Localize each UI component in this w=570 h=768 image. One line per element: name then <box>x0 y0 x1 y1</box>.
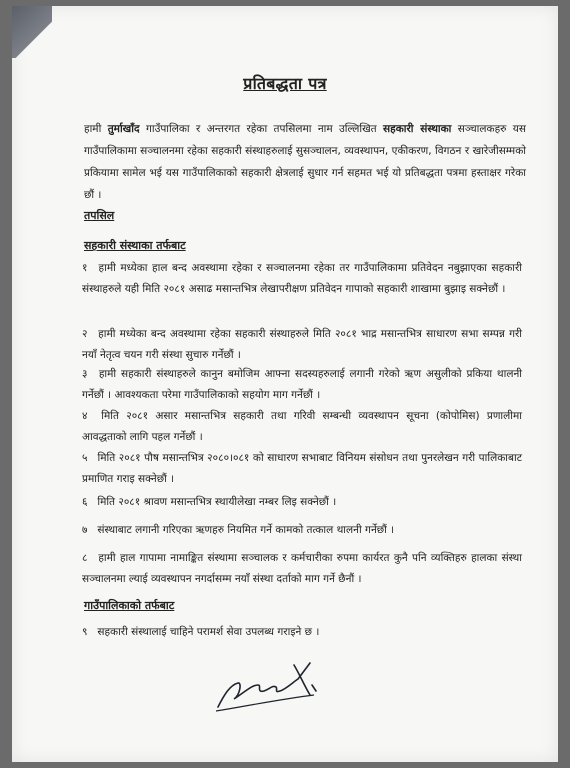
list-item <box>82 492 522 513</box>
item-number: ८ <box>82 552 88 564</box>
item-text: मिति २०८१ श्रावण मसान्तभित्र स्थायीलेखा नम्बर लिइ सक्नेछौं । <box>97 496 337 508</box>
signature-underline <box>216 695 314 711</box>
item-number: २ <box>82 328 88 340</box>
item-text: हामी मध्येका हाल बन्द अवस्थामा रहेका र सञ्चालनमा रहेका तर गाउँपालिकामा प्रतिवेदन नबुझाएका सहकारी संस्थाहरुले यही मिति २०८१ असाढ मसान्तभित्र लेखापरीक्षण प्रतिवेदन गापाको सहकारी शाखामा बुझाइ सक्नेछौं । <box>82 262 522 295</box>
item-number: ४ <box>82 410 88 422</box>
list-item <box>82 258 522 300</box>
section-detail-heading: तपसिल <box>84 209 115 222</box>
signature <box>212 655 322 715</box>
intro-paragraph <box>84 118 526 206</box>
item-number: ७ <box>82 524 88 536</box>
intro-text-rest: सञ्चालकहरु यस गाउँपालिकामा सञ्चालनमा रहेका सहकारी संस्थाहरुलाई सुसञ्चालन, व्यवस्थापन, एकीकरण, विगठन र खारेजीसम्मको प्रकियामा सामेल भई यस गाउँपालिकाको सहकारी क्षेत्रलाई सुधार गर्न सहमत भई यो प्रतिबद्धता पत्रमा हस्ताक्षर गरेका छौं । <box>84 123 526 201</box>
item-text: हामी हाल गापामा नामाङ्कित संस्थामा सञ्चालक र कर्मचारीका रुपमा कार्यरत कुनै पनि व्यक्तिहरु हालका संस्था सञ्चालनमा ल्याई व्यवस्थापन नगर्दासम्म नयाँ संस्था दर्ताको माग गर्ने छैनौं । <box>82 552 522 585</box>
item-text: मिति २०८१ पौष मसान्तभित्र २०८०।०८१ को साधारण सभाबाट विनियम संसोधन तथा पुनरलेखन गरी पालिकाबाट प्रमाणित गराइ सक्नेछौं । <box>82 452 522 485</box>
document-title: प्रतिबद्धता पत्र <box>243 74 327 93</box>
item-text: हामी मध्येका बन्द अवस्थामा रहेका सहकारी संस्थाहरुले मिति २०८१ भाद्र मसान्तभित्र साधारण सभा सम्पन्न गरी नयाँ नेतृत्व चयन गरी संस्था सुचारु गर्नेछौं । <box>82 328 522 361</box>
item-text: सहकारी संस्थालाई चाहिने परामर्श सेवा उपलब्ध गराइने छ । <box>97 626 320 638</box>
item-text: मिति २०८१ असार मसान्तभित्र सहकारी तथा गरिवी सम्बन्धी व्यवस्थापन सूचना (कोपोमिस) प्रणालीमा आवद्धताको लागि पहल गर्नेछौं । <box>82 410 522 443</box>
list-item <box>82 448 522 490</box>
section-coop-heading: सहकारी संस्थाका तर्फबाट <box>84 239 186 252</box>
item-text: संस्थाबाट लगानी गरिएका ऋणहरु नियमित गर्ने कामको तत्काल थालनी गर्नेछौं । <box>97 524 395 536</box>
item-number: ६ <box>82 496 88 508</box>
signature-stroke <box>218 663 316 707</box>
scan-corner-shadow <box>12 6 52 58</box>
item-number: ३ <box>82 368 88 380</box>
intro-text-start: हामी <box>84 123 108 135</box>
list-item <box>82 406 522 448</box>
list-item <box>82 520 522 541</box>
list-item <box>82 364 522 406</box>
intro-text-middle: गाउँपालिका र अन्तरगत रहेका तपसिलमा नाम उल्लिखित <box>139 123 384 135</box>
list-item <box>82 622 522 643</box>
list-item <box>82 548 522 590</box>
item-number: १ <box>82 262 88 274</box>
intro-emphasis: सहकारी संस्थाका <box>383 123 452 135</box>
item-number: ९ <box>82 626 88 638</box>
section-municipality-heading: गाउँपालिकाको तर्फबाट <box>84 599 175 612</box>
item-number: ५ <box>82 452 88 464</box>
list-item <box>82 324 522 366</box>
item-text: हामी सहकारी संस्थाहरुले कानुन बमोजिम आफ्ना सदस्यहरुलाई लगानी गरेको ऋण असुलीको प्रकिया थालनी गर्नेछौं । आवश्यकता परेमा गाउँपालिकाको सहयोग माग गर्नेछौं । <box>82 368 522 401</box>
municipality-name: तुर्माखाँद <box>107 123 140 135</box>
